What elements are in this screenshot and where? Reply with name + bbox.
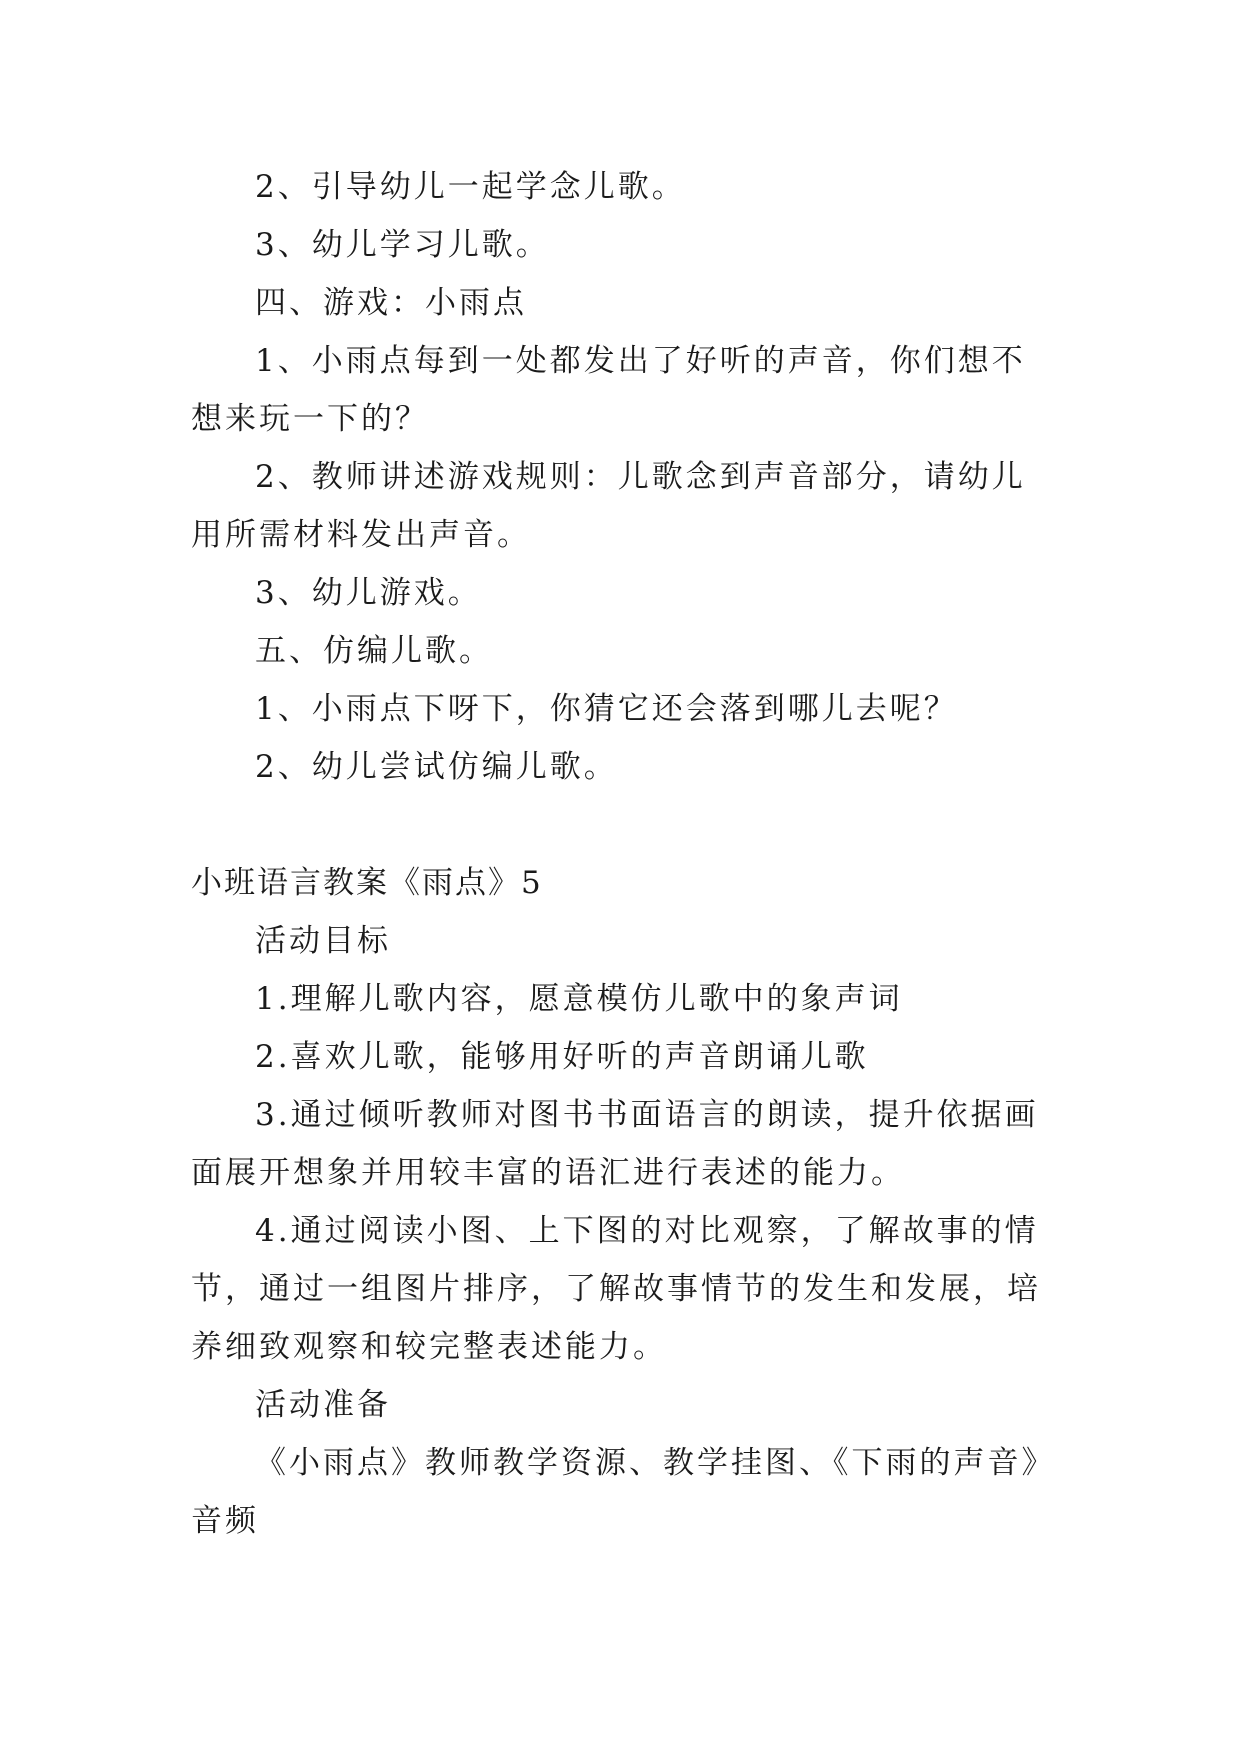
section-title: 小班语言教案《雨点》5 [191,865,543,901]
paragraph-preparation-materials: 《小雨点》教师教学资源、教学挂图、《下雨的声音》音频 [191,1445,1040,1539]
paragraph-heading-preparation: 活动准备 [255,1387,391,1423]
paragraph-goal-4: 4.通过阅读小图、上下图的对比观察，了解故事的情节，通过一组图片排序，了解故事情节的发生和发展，培养细致观察和较完整表述能力。 [191,1213,1041,1365]
paragraph-adapt-step-2: 2、幼儿尝试仿编儿歌。 [255,749,618,785]
paragraph-goal-2: 2.喜欢儿歌，能够用好听的声音朗诵儿歌 [255,1039,869,1075]
paragraph-heading-goals: 活动目标 [255,923,391,959]
section-gap [191,796,1051,854]
paragraph-heading-adapt: 五、仿编儿歌。 [255,633,493,669]
paragraph-game-step-2: 2、教师讲述游戏规则：儿歌念到声音部分，请幼儿用所需材料发出声音。 [191,459,1026,553]
document-body [191,158,1051,1550]
paragraph-game-step-1: 1、小雨点每到一处都发出了好听的声音，你们想不想来玩一下的？ [191,343,1026,437]
paragraph-game-step-3: 3、幼儿游戏。 [255,575,482,611]
paragraph-heading-game: 四、游戏：小雨点 [255,285,527,321]
paragraph-goal-1: 1.理解儿歌内容，愿意模仿儿歌中的象声词 [255,981,903,1017]
paragraph-goal-3: 3.通过倾听教师对图书书面语言的朗读，提升依据画面展开想象并用较丰富的语汇进行表述的能力。 [191,1097,1039,1191]
paragraph-step-3-learn-rhyme: 3、幼儿学习儿歌。 [255,227,550,263]
paragraph-step-2-learn-rhyme: 2、引导幼儿一起学念儿歌。 [255,169,686,205]
paragraph-adapt-step-1: 1、小雨点下呀下，你猜它还会落到哪儿去呢？ [255,691,958,727]
